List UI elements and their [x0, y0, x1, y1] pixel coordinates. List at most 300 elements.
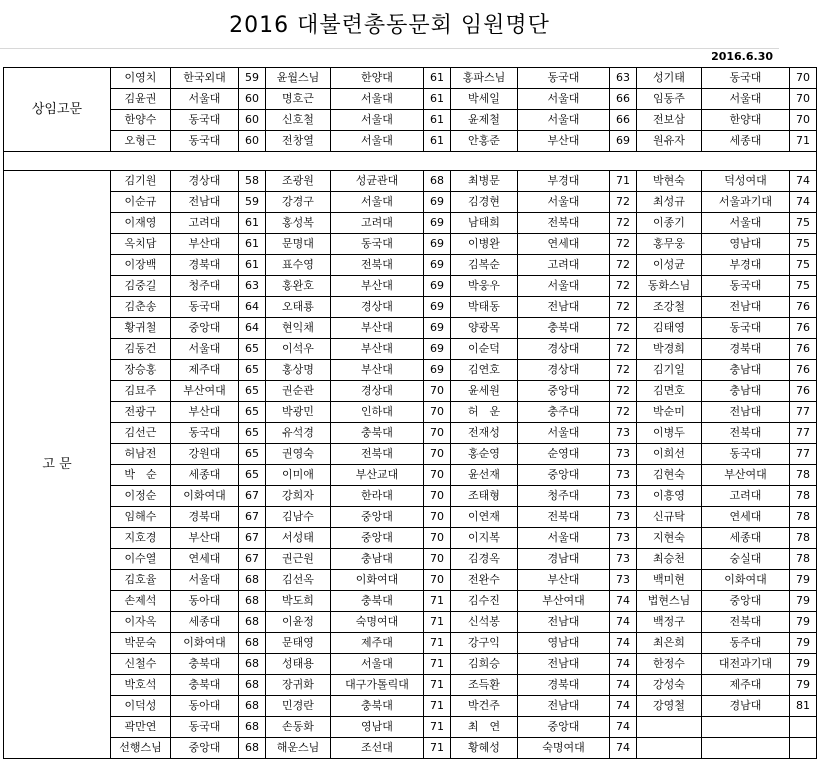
member-class: 74	[610, 738, 637, 759]
member-class: 67	[239, 507, 266, 528]
member-class: 68	[239, 675, 266, 696]
table-row	[4, 402, 817, 423]
member-name: 윤월스님	[266, 68, 331, 89]
member-class: 67	[239, 549, 266, 570]
member-name: 법현스님	[637, 591, 702, 612]
member-school: 인하대	[331, 402, 424, 423]
member-school: 동국대	[702, 68, 790, 89]
member-class: 77	[790, 444, 817, 465]
table-row	[4, 110, 817, 131]
member-class: 65	[239, 444, 266, 465]
member-name: 강경구	[266, 192, 331, 213]
member-school: 세종대	[171, 612, 239, 633]
group-label: 상임고문	[4, 68, 111, 152]
member-name: 김연호	[451, 360, 518, 381]
member-school: 연세대	[518, 234, 610, 255]
member-school: 연세대	[171, 549, 239, 570]
member-school: 부산대	[331, 339, 424, 360]
member-school: 대전과기대	[702, 654, 790, 675]
member-name: 백정구	[637, 612, 702, 633]
member-school: 중앙대	[331, 528, 424, 549]
member-school: 서울대	[518, 423, 610, 444]
member-class: 65	[239, 360, 266, 381]
member-class: 74	[610, 717, 637, 738]
member-school: 동아대	[171, 591, 239, 612]
table-row	[4, 255, 817, 276]
table-row	[4, 591, 817, 612]
member-class: 61	[424, 131, 451, 152]
member-name: 이흥영	[637, 486, 702, 507]
member-name: 이미애	[266, 465, 331, 486]
member-school: 청주대	[518, 486, 610, 507]
table-row	[4, 276, 817, 297]
page-title: 2016 대불련총동문회 임원명단	[229, 13, 550, 38]
table-row	[4, 465, 817, 486]
member-name: 전광구	[111, 402, 171, 423]
member-school: 부산대	[171, 528, 239, 549]
member-name: 선행스님	[111, 738, 171, 759]
member-class: 60	[239, 110, 266, 131]
member-class: 70	[424, 486, 451, 507]
member-school: 전북대	[702, 612, 790, 633]
member-class: 70	[790, 68, 817, 89]
member-class: 64	[239, 297, 266, 318]
member-class: 71	[424, 591, 451, 612]
member-school: 경상대	[331, 381, 424, 402]
member-school: 서울대	[518, 276, 610, 297]
member-class: 73	[610, 570, 637, 591]
member-name: 전완수	[451, 570, 518, 591]
member-school	[702, 738, 790, 759]
member-school: 충북대	[331, 591, 424, 612]
member-school: 동국대	[702, 318, 790, 339]
member-school: 성균관대	[331, 171, 424, 192]
member-school: 영남대	[518, 633, 610, 654]
member-name: 김현숙	[637, 465, 702, 486]
member-class: 70	[424, 507, 451, 528]
member-name: 황귀철	[111, 318, 171, 339]
member-name: 임해수	[111, 507, 171, 528]
table-row	[4, 381, 817, 402]
group-label: 고 문	[4, 171, 111, 759]
member-name: 조강철	[637, 297, 702, 318]
member-school: 부산여대	[171, 381, 239, 402]
member-name: 문명대	[266, 234, 331, 255]
member-class: 79	[790, 612, 817, 633]
table-row	[4, 360, 817, 381]
member-class: 73	[610, 444, 637, 465]
member-name: 조득환	[451, 675, 518, 696]
member-school: 서울대	[331, 89, 424, 110]
member-class: 78	[790, 486, 817, 507]
member-name: 김동건	[111, 339, 171, 360]
member-name: 곽만연	[111, 717, 171, 738]
member-class: 72	[610, 276, 637, 297]
member-class: 69	[424, 318, 451, 339]
member-class: 69	[424, 234, 451, 255]
member-name: 김태영	[637, 318, 702, 339]
officers-table	[3, 67, 817, 759]
member-school: 경상대	[171, 171, 239, 192]
member-class: 69	[424, 297, 451, 318]
member-name: 신호철	[266, 110, 331, 131]
member-class: 61	[239, 234, 266, 255]
member-name: 조광원	[266, 171, 331, 192]
member-school: 숭실대	[702, 549, 790, 570]
member-name: 박현숙	[637, 171, 702, 192]
member-school: 조선대	[331, 738, 424, 759]
member-class: 74	[610, 591, 637, 612]
member-class	[790, 738, 817, 759]
member-school: 영남대	[331, 717, 424, 738]
member-name: 김기원	[111, 171, 171, 192]
member-name: 현익채	[266, 318, 331, 339]
member-class: 76	[790, 339, 817, 360]
member-school: 충남대	[702, 381, 790, 402]
member-school: 고려대	[702, 486, 790, 507]
member-name: 오태룡	[266, 297, 331, 318]
header-divider	[0, 48, 779, 49]
member-class: 77	[790, 423, 817, 444]
member-school: 동국대	[518, 68, 610, 89]
member-name: 해운스님	[266, 738, 331, 759]
member-school: 숙명여대	[518, 738, 610, 759]
table-row	[4, 423, 817, 444]
member-name: 강희자	[266, 486, 331, 507]
member-school: 전남대	[171, 192, 239, 213]
member-name: 박도희	[266, 591, 331, 612]
member-name: 홍상명	[266, 360, 331, 381]
member-class: 70	[424, 444, 451, 465]
member-school: 중앙대	[171, 318, 239, 339]
member-class: 79	[790, 633, 817, 654]
member-school: 서울대	[171, 339, 239, 360]
member-school: 부산대	[331, 360, 424, 381]
member-name: 이영치	[111, 68, 171, 89]
member-name: 표수영	[266, 255, 331, 276]
member-class: 70	[424, 381, 451, 402]
member-school: 전북대	[331, 255, 424, 276]
table-row	[4, 234, 817, 255]
member-school: 경상대	[331, 297, 424, 318]
member-school: 서울대	[331, 192, 424, 213]
member-name: 문태영	[266, 633, 331, 654]
member-name: 조태형	[451, 486, 518, 507]
member-class: 79	[790, 570, 817, 591]
member-school: 세종대	[171, 465, 239, 486]
member-school: 부경대	[702, 255, 790, 276]
member-class: 74	[610, 696, 637, 717]
member-name: 박호석	[111, 675, 171, 696]
member-school: 세종대	[702, 131, 790, 152]
member-school: 이화여대	[702, 570, 790, 591]
member-school: 고려대	[171, 213, 239, 234]
member-class: 73	[610, 423, 637, 444]
member-name: 명호근	[266, 89, 331, 110]
member-class: 63	[610, 68, 637, 89]
member-name: 이종기	[637, 213, 702, 234]
member-class: 68	[239, 738, 266, 759]
member-school: 한양대	[331, 68, 424, 89]
member-class: 72	[610, 402, 637, 423]
member-school: 동국대	[702, 276, 790, 297]
member-school: 경북대	[518, 675, 610, 696]
member-school: 서울대	[518, 192, 610, 213]
member-school: 서울대	[171, 570, 239, 591]
table-row	[4, 444, 817, 465]
member-school: 서울대	[518, 89, 610, 110]
member-class: 73	[610, 507, 637, 528]
member-school: 서울과기대	[702, 192, 790, 213]
member-name: 박웅우	[451, 276, 518, 297]
group-spacer-row	[4, 152, 817, 171]
member-name: 김경현	[451, 192, 518, 213]
member-name: 백미현	[637, 570, 702, 591]
member-school: 청주대	[171, 276, 239, 297]
table-row	[4, 612, 817, 633]
member-school: 충주대	[518, 402, 610, 423]
member-class: 68	[239, 717, 266, 738]
member-school: 동국대	[171, 110, 239, 131]
member-name: 김선근	[111, 423, 171, 444]
member-class: 71	[424, 717, 451, 738]
member-name: 이연재	[451, 507, 518, 528]
member-name: 박광민	[266, 402, 331, 423]
member-class: 65	[239, 465, 266, 486]
member-school: 동아대	[171, 696, 239, 717]
member-name: 홍파스님	[451, 68, 518, 89]
member-school: 부산교대	[331, 465, 424, 486]
member-class: 61	[424, 68, 451, 89]
table-row	[4, 89, 817, 110]
member-school: 서울대	[702, 89, 790, 110]
member-school: 부산대	[518, 131, 610, 152]
member-name: 김선옥	[266, 570, 331, 591]
member-class: 70	[790, 110, 817, 131]
member-name: 김수진	[451, 591, 518, 612]
member-name: 이덕성	[111, 696, 171, 717]
member-class: 69	[424, 255, 451, 276]
member-class: 70	[424, 402, 451, 423]
member-class: 71	[790, 131, 817, 152]
table-row	[4, 339, 817, 360]
member-school: 부산여대	[518, 591, 610, 612]
member-class: 65	[239, 402, 266, 423]
member-school: 중앙대	[518, 465, 610, 486]
member-name: 손제석	[111, 591, 171, 612]
table-row	[4, 696, 817, 717]
member-class: 68	[239, 654, 266, 675]
table-row	[4, 213, 817, 234]
member-name: 이지복	[451, 528, 518, 549]
member-class: 66	[610, 89, 637, 110]
member-name: 이성균	[637, 255, 702, 276]
table-row	[4, 738, 817, 759]
member-class: 72	[610, 318, 637, 339]
member-name: 박경희	[637, 339, 702, 360]
member-class: 78	[790, 465, 817, 486]
member-name: 신석봉	[451, 612, 518, 633]
member-school: 경상대	[518, 339, 610, 360]
member-school: 한라대	[331, 486, 424, 507]
date-label: 2016.6.30	[711, 50, 773, 63]
member-school: 이화여대	[171, 486, 239, 507]
member-class: 74	[610, 654, 637, 675]
member-name: 김묘주	[111, 381, 171, 402]
member-school: 동국대	[702, 444, 790, 465]
member-school: 한양대	[702, 110, 790, 131]
member-class: 79	[790, 591, 817, 612]
member-name: 이자옥	[111, 612, 171, 633]
member-class: 69	[424, 213, 451, 234]
member-school: 서울대	[331, 110, 424, 131]
member-class: 72	[610, 234, 637, 255]
member-name: 김남수	[266, 507, 331, 528]
member-class: 58	[239, 171, 266, 192]
member-school: 충남대	[702, 360, 790, 381]
member-class: 73	[610, 465, 637, 486]
member-school: 연세대	[702, 507, 790, 528]
member-name: 강구익	[451, 633, 518, 654]
member-school: 동국대	[331, 234, 424, 255]
member-class: 68	[239, 696, 266, 717]
member-class: 72	[610, 381, 637, 402]
member-school: 제주대	[702, 675, 790, 696]
member-name: 이병완	[451, 234, 518, 255]
member-class: 74	[610, 633, 637, 654]
member-name: 이정순	[111, 486, 171, 507]
member-name: 지현숙	[637, 528, 702, 549]
member-school: 부산대	[331, 318, 424, 339]
member-name: 홍성복	[266, 213, 331, 234]
member-school: 중앙대	[171, 738, 239, 759]
member-name: 황혜성	[451, 738, 518, 759]
member-name: 김희승	[451, 654, 518, 675]
member-name: 김윤권	[111, 89, 171, 110]
member-class: 65	[239, 381, 266, 402]
member-name: 최병문	[451, 171, 518, 192]
member-class: 76	[790, 297, 817, 318]
member-school: 충북대	[518, 318, 610, 339]
member-school: 서울대	[518, 528, 610, 549]
member-school: 세종대	[702, 528, 790, 549]
member-class: 71	[424, 738, 451, 759]
member-school: 중앙대	[331, 507, 424, 528]
member-class: 79	[790, 654, 817, 675]
table-row	[4, 633, 817, 654]
member-school: 중앙대	[702, 591, 790, 612]
member-class: 71	[610, 171, 637, 192]
member-name: 강성숙	[637, 675, 702, 696]
member-class: 78	[790, 507, 817, 528]
member-class: 72	[610, 192, 637, 213]
member-class: 68	[239, 633, 266, 654]
member-class: 61	[424, 89, 451, 110]
member-name: 박건주	[451, 696, 518, 717]
member-school: 충남대	[331, 549, 424, 570]
member-name: 김호율	[111, 570, 171, 591]
member-name: 이석우	[266, 339, 331, 360]
member-name: 유석경	[266, 423, 331, 444]
member-school: 전남대	[518, 654, 610, 675]
member-name: 전재성	[451, 423, 518, 444]
member-school: 동국대	[171, 131, 239, 152]
member-school: 부산대	[171, 234, 239, 255]
table-row	[4, 675, 817, 696]
table-row	[4, 171, 817, 192]
member-name: 홍완호	[266, 276, 331, 297]
member-name: 장귀화	[266, 675, 331, 696]
member-name: 김면호	[637, 381, 702, 402]
member-school: 강원대	[171, 444, 239, 465]
member-class: 70	[424, 549, 451, 570]
member-name: 최성규	[637, 192, 702, 213]
member-class: 71	[424, 654, 451, 675]
member-name	[637, 738, 702, 759]
member-school: 부경대	[518, 171, 610, 192]
member-school: 충북대	[171, 675, 239, 696]
member-class: 74	[790, 171, 817, 192]
member-class: 70	[424, 528, 451, 549]
member-name: 오형근	[111, 131, 171, 152]
member-school: 부산여대	[702, 465, 790, 486]
member-class: 59	[239, 192, 266, 213]
member-school: 전남대	[518, 297, 610, 318]
member-class: 70	[424, 465, 451, 486]
member-class: 73	[610, 486, 637, 507]
member-name: 김경옥	[451, 549, 518, 570]
member-class: 67	[239, 486, 266, 507]
table-row	[4, 717, 817, 738]
table-row	[4, 131, 817, 152]
member-class: 71	[424, 696, 451, 717]
member-name	[637, 717, 702, 738]
member-name: 허 운	[451, 402, 518, 423]
member-school: 충북대	[171, 654, 239, 675]
member-class: 73	[610, 528, 637, 549]
member-school: 제주대	[331, 633, 424, 654]
table-row	[4, 297, 817, 318]
member-school: 전남대	[702, 402, 790, 423]
table-row	[4, 68, 817, 89]
member-name: 이윤정	[266, 612, 331, 633]
member-class: 72	[610, 339, 637, 360]
member-school: 서울대	[331, 654, 424, 675]
member-class: 66	[610, 110, 637, 131]
member-class: 75	[790, 213, 817, 234]
member-name: 박순미	[637, 402, 702, 423]
member-school: 경북대	[171, 255, 239, 276]
member-name: 전보삼	[637, 110, 702, 131]
member-school: 순영대	[518, 444, 610, 465]
member-name: 권영숙	[266, 444, 331, 465]
member-name: 김복순	[451, 255, 518, 276]
member-school: 충북대	[331, 423, 424, 444]
member-school: 영남대	[702, 234, 790, 255]
member-name: 윤세원	[451, 381, 518, 402]
member-school: 전남대	[702, 297, 790, 318]
member-name: 권근원	[266, 549, 331, 570]
member-name: 전창열	[266, 131, 331, 152]
member-class: 75	[790, 276, 817, 297]
member-name: 신철수	[111, 654, 171, 675]
member-name: 김중길	[111, 276, 171, 297]
table-row	[4, 486, 817, 507]
member-class	[790, 717, 817, 738]
member-name: 서성태	[266, 528, 331, 549]
member-name: 신규탁	[637, 507, 702, 528]
member-class: 64	[239, 318, 266, 339]
